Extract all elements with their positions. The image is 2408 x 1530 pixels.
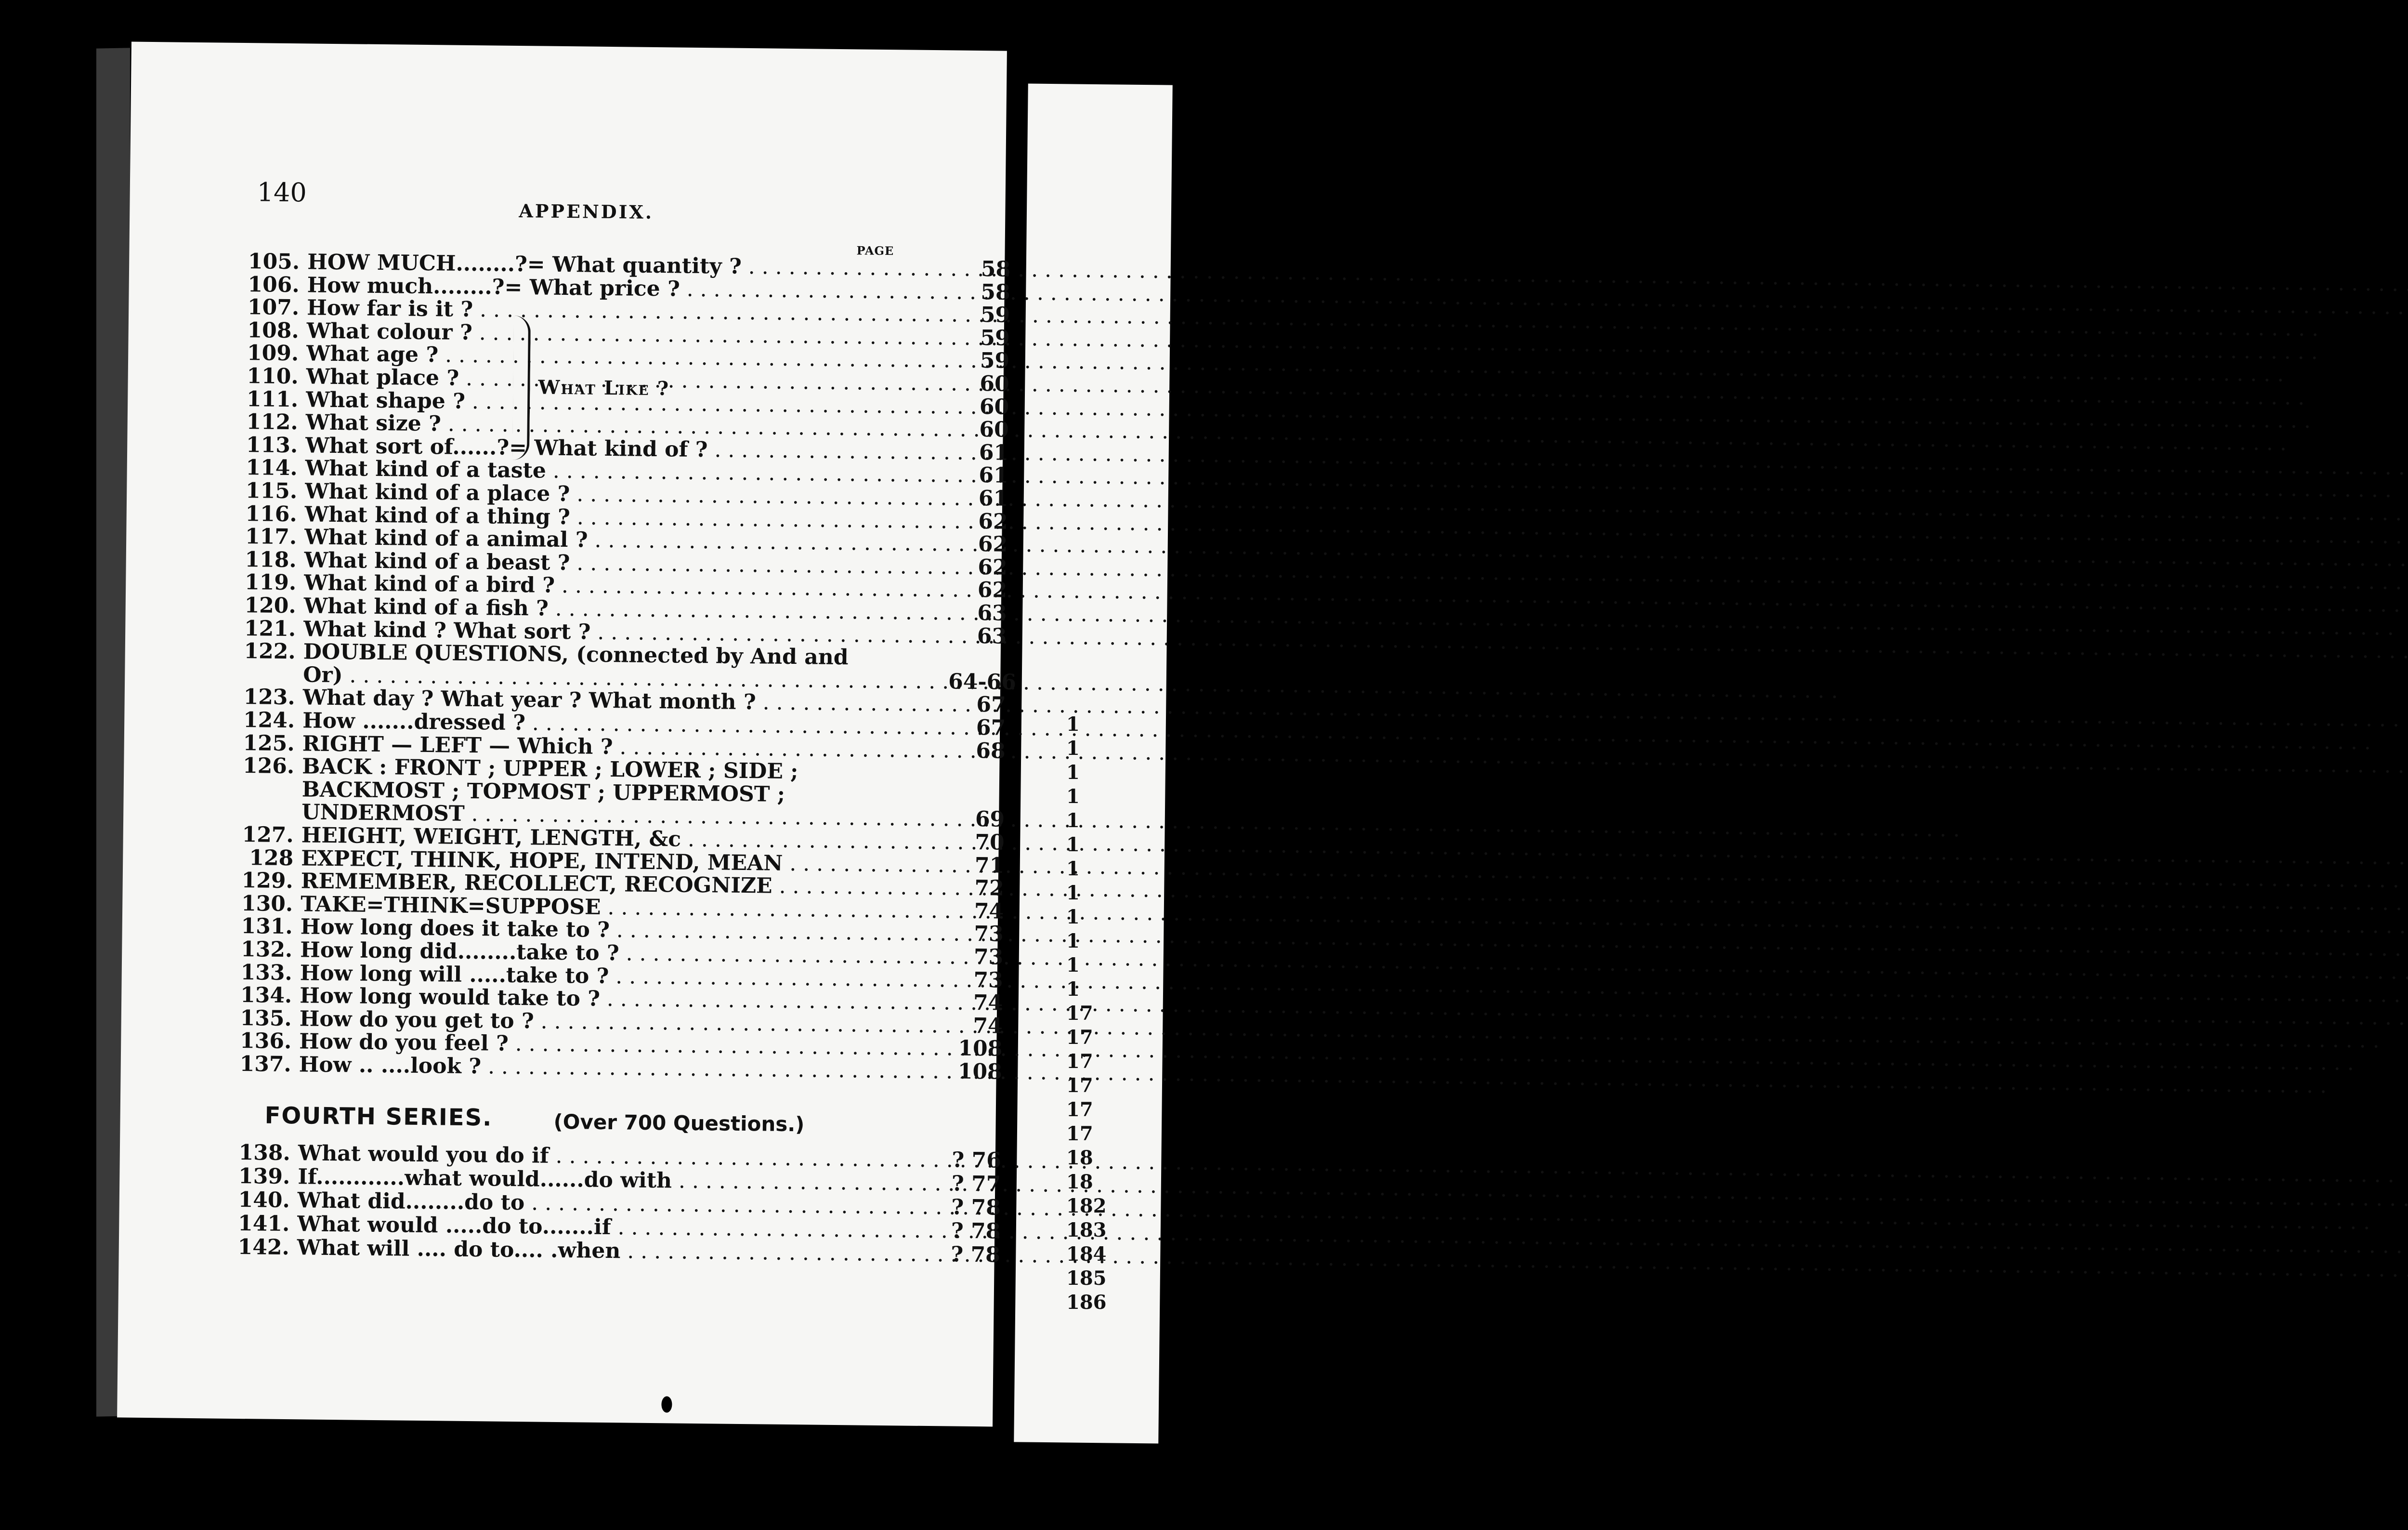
entry-number: 131.: [241, 914, 293, 939]
entry-page: 62: [978, 509, 1008, 534]
entry-title: HEIGHT, WEIGHT, LENGTH, &c . . .: [301, 824, 942, 854]
facing-page-number: 1: [1066, 761, 1080, 784]
entry-page: ? 77: [951, 1171, 1001, 1197]
facing-page-number: 17: [1066, 1002, 1093, 1025]
entry-page: ? 78: [951, 1195, 1001, 1220]
entry-number: 141.: [237, 1211, 290, 1237]
entry-title: How long would take to ? . . .: [300, 985, 940, 1015]
entry-page: ? 78: [951, 1218, 1001, 1244]
entry-page: 61: [978, 486, 1008, 511]
facing-page-number: 183: [1066, 1219, 1107, 1241]
entry-page: 108: [957, 1059, 1002, 1084]
entry-title: TAKE=THINK=SUPPOSE . . .: [301, 893, 941, 923]
entry-number: 118.: [245, 547, 297, 573]
entry-number: 127.: [242, 822, 294, 848]
entry-number: 140.: [238, 1187, 290, 1213]
entry-title: What size ? . . .: [305, 411, 946, 441]
entry-page: 69: [975, 807, 1005, 832]
entry-page: 73: [973, 967, 1003, 993]
entry-page: 64-66: [948, 669, 1017, 695]
entry-title: What kind of a thing ? . . .: [304, 503, 945, 533]
entry-number: 108.: [247, 317, 300, 343]
facing-page-number: 1: [1066, 930, 1080, 952]
entry-number: 115.: [245, 478, 298, 504]
entry-number: 117.: [245, 524, 297, 550]
entry-title: What place ? . . .: [306, 365, 946, 395]
entry-title: What sort of......?= What kind of ? . . .: [305, 434, 946, 464]
entry-number: 137.: [239, 1052, 292, 1077]
entry-page: 62: [977, 578, 1008, 603]
entry-title: What would .....do to.......if . . .: [297, 1213, 938, 1242]
book-page: [117, 42, 1017, 1427]
series-note: (Over 700 Questions.): [553, 1109, 805, 1136]
facing-page-number: 17: [1066, 1122, 1093, 1145]
entry-title: What kind of a place ? . . .: [305, 480, 945, 510]
entry-page: 73: [974, 922, 1004, 947]
entry-title: Or) . . .: [303, 663, 943, 693]
entry-number: 133.: [240, 960, 293, 985]
entry-title: How long does it take to ? . . .: [301, 916, 941, 946]
entry-number: 122.: [244, 639, 296, 664]
facing-page-number: 1: [1066, 737, 1080, 760]
entry-page: 72: [974, 876, 1004, 901]
entry-number: 126.: [242, 753, 295, 779]
page-column-label: PAGE: [856, 243, 894, 258]
entry-number: 116.: [245, 501, 298, 527]
facing-page-number: 18: [1066, 1171, 1093, 1193]
entry-page: 108: [958, 1036, 1003, 1061]
entry-number: 128: [249, 845, 294, 871]
facing-page-number: 1: [1066, 906, 1080, 928]
entry-title: What colour ? . . .: [306, 319, 947, 349]
facing-page-number: 17: [1066, 1050, 1093, 1073]
entry-page: 59: [980, 325, 1010, 351]
entry-number: 125.: [243, 730, 295, 756]
entry-page: 74: [973, 990, 1003, 1016]
entry-page: 74: [973, 1013, 1003, 1039]
entry-title: If............what would......do with . . .: [298, 1165, 938, 1195]
entry-number: 135.: [240, 1005, 292, 1031]
facing-page-number: 1: [1066, 857, 1080, 880]
entry-title: What would you do if . . .: [298, 1142, 939, 1172]
entry-number: 129.: [241, 868, 294, 894]
entry-title: How far is it ? . . .: [307, 297, 947, 327]
entry-page: 63: [977, 601, 1007, 626]
entry-title: REMEMBER, RECOLLECT, RECOGNIZE . . .: [301, 870, 942, 900]
entry-title: EXPECT, THINK, HOPE, INTEND, MEAN . . .: [301, 847, 942, 877]
entry-page: 67: [976, 692, 1006, 718]
entry-number: 120.: [244, 593, 297, 619]
ink-blot: [661, 1396, 672, 1412]
entry-page: 59: [980, 348, 1010, 374]
entry-number: 142.: [237, 1235, 290, 1260]
entry-title: How do you get to ? . . .: [300, 1007, 940, 1037]
entry-page: 61: [979, 440, 1009, 465]
page-number: 140: [257, 177, 307, 208]
facing-page-number: 182: [1066, 1195, 1107, 1217]
entry-number: 114.: [246, 455, 298, 481]
entry-title: How long will .....take to ? . . .: [300, 962, 941, 991]
entry-title: BACKMOST ; TOPMOST ; UPPERMOST ;: [301, 777, 785, 807]
entry-page: 58: [981, 279, 1010, 305]
entry-title: DOUBLE QUESTIONS, (connected by And and: [303, 639, 849, 670]
entry-title: How long did........take to ? . . .: [300, 938, 941, 968]
entry-number: 112.: [246, 409, 299, 435]
facing-page-number: 17: [1066, 1074, 1093, 1097]
entry-page: 73: [973, 944, 1004, 970]
entry-number: 110.: [247, 364, 299, 389]
facing-page-number: 1: [1066, 882, 1080, 904]
facing-page-number: 1: [1066, 978, 1080, 1001]
entry-title: What shape ? . . .: [306, 388, 946, 418]
series-heading: FOURTH SERIES.: [264, 1102, 493, 1132]
entry-title: What kind of a bird ? . . .: [304, 572, 944, 602]
entry-page: 58: [981, 257, 1011, 282]
entry-number: 134.: [240, 983, 292, 1008]
entry-title: How much........?= What price ? . . .: [307, 274, 947, 303]
entry-number: 124.: [243, 708, 295, 733]
entry-page: 60: [980, 371, 1009, 396]
entry-title: What did........do to . . .: [298, 1189, 938, 1219]
facing-page-number: 17: [1066, 1098, 1093, 1121]
facing-page-number: 18: [1066, 1147, 1093, 1169]
entry-number: 119.: [244, 570, 297, 595]
entry-title: BACK : FRONT ; UPPER ; LOWER ; SIDE ;: [302, 754, 798, 784]
entry-title: How .......dressed ? . . .: [302, 709, 943, 739]
entry-title: How .. ....look ? . . .: [299, 1053, 940, 1083]
facing-page-number: 184: [1066, 1243, 1107, 1266]
entry-number: 136.: [239, 1029, 292, 1054]
facing-page-number: 1: [1066, 785, 1080, 808]
entry-number: 123.: [243, 685, 296, 710]
entry-title: How do you feel ? . . .: [299, 1030, 940, 1060]
scan-background: [0, 0, 1107, 1530]
entry-number: 132.: [240, 937, 293, 963]
entry-number: 107.: [247, 295, 300, 320]
entry-number: 139.: [238, 1164, 290, 1189]
entry-page: 60: [979, 394, 1009, 420]
entry-title: What kind of a taste . . .: [305, 457, 945, 487]
entry-number: 105.: [248, 249, 300, 275]
entry-number: 111.: [246, 386, 299, 412]
entry-title: What will .... do to.... .when . . .: [297, 1236, 938, 1266]
entry-page: 74: [974, 898, 1004, 924]
running-head: APPENDIX.: [519, 200, 654, 223]
entry-title: What age ? . . .: [306, 343, 947, 372]
facing-page-number: 1: [1066, 833, 1080, 856]
facing-page-number: 1: [1066, 954, 1080, 976]
entry-page: 63: [977, 623, 1007, 649]
entry-page: ? 78: [951, 1242, 1000, 1267]
entry-page: 61: [979, 463, 1008, 488]
entry-number: 138.: [238, 1140, 291, 1166]
entry-number: 113.: [246, 432, 298, 458]
facing-page-number: 1: [1066, 713, 1080, 736]
facing-page-number: 186: [1066, 1291, 1107, 1314]
facing-page-number: 185: [1066, 1267, 1107, 1290]
entry-page: [947, 762, 1005, 763]
facing-page-number: 17: [1066, 1026, 1093, 1049]
entry-number: 106.: [248, 272, 300, 297]
entry-page: [949, 647, 1007, 648]
entry-page: 67: [976, 715, 1006, 740]
entry-number: 130.: [241, 891, 293, 916]
entry-page: 62: [978, 532, 1008, 557]
entry-title: What kind of a beast ? . . .: [304, 549, 944, 579]
entry-title: What kind ? What sort ? . . .: [303, 618, 944, 647]
entry-number: 109.: [247, 341, 299, 366]
entry-title: What kind of a fish ? . . .: [304, 594, 944, 624]
entry-number: 121.: [244, 616, 296, 641]
entry-page: 59: [980, 303, 1010, 328]
entry-page: 70: [975, 830, 1005, 855]
entry-title: UNDERMOST . . .: [301, 801, 942, 831]
facing-page-number: 1: [1066, 809, 1080, 832]
entry-page: 62: [978, 554, 1008, 580]
brace-label: What Like ?: [538, 376, 670, 400]
entry-title: RIGHT — LEFT — Which ? . . .: [302, 732, 943, 762]
entry-page: ? 76: [952, 1148, 1002, 1173]
entry-page: 60: [979, 417, 1009, 442]
entry-title: What kind of a animal ? . . .: [304, 526, 945, 556]
entry-title: What day ? What year ? What month ? . . .: [303, 686, 943, 716]
entry-title: HOW MUCH........?= What quantity ? . . .: [307, 251, 948, 280]
entry-page: 71: [974, 853, 1005, 878]
entry-page: 68: [976, 738, 1006, 764]
